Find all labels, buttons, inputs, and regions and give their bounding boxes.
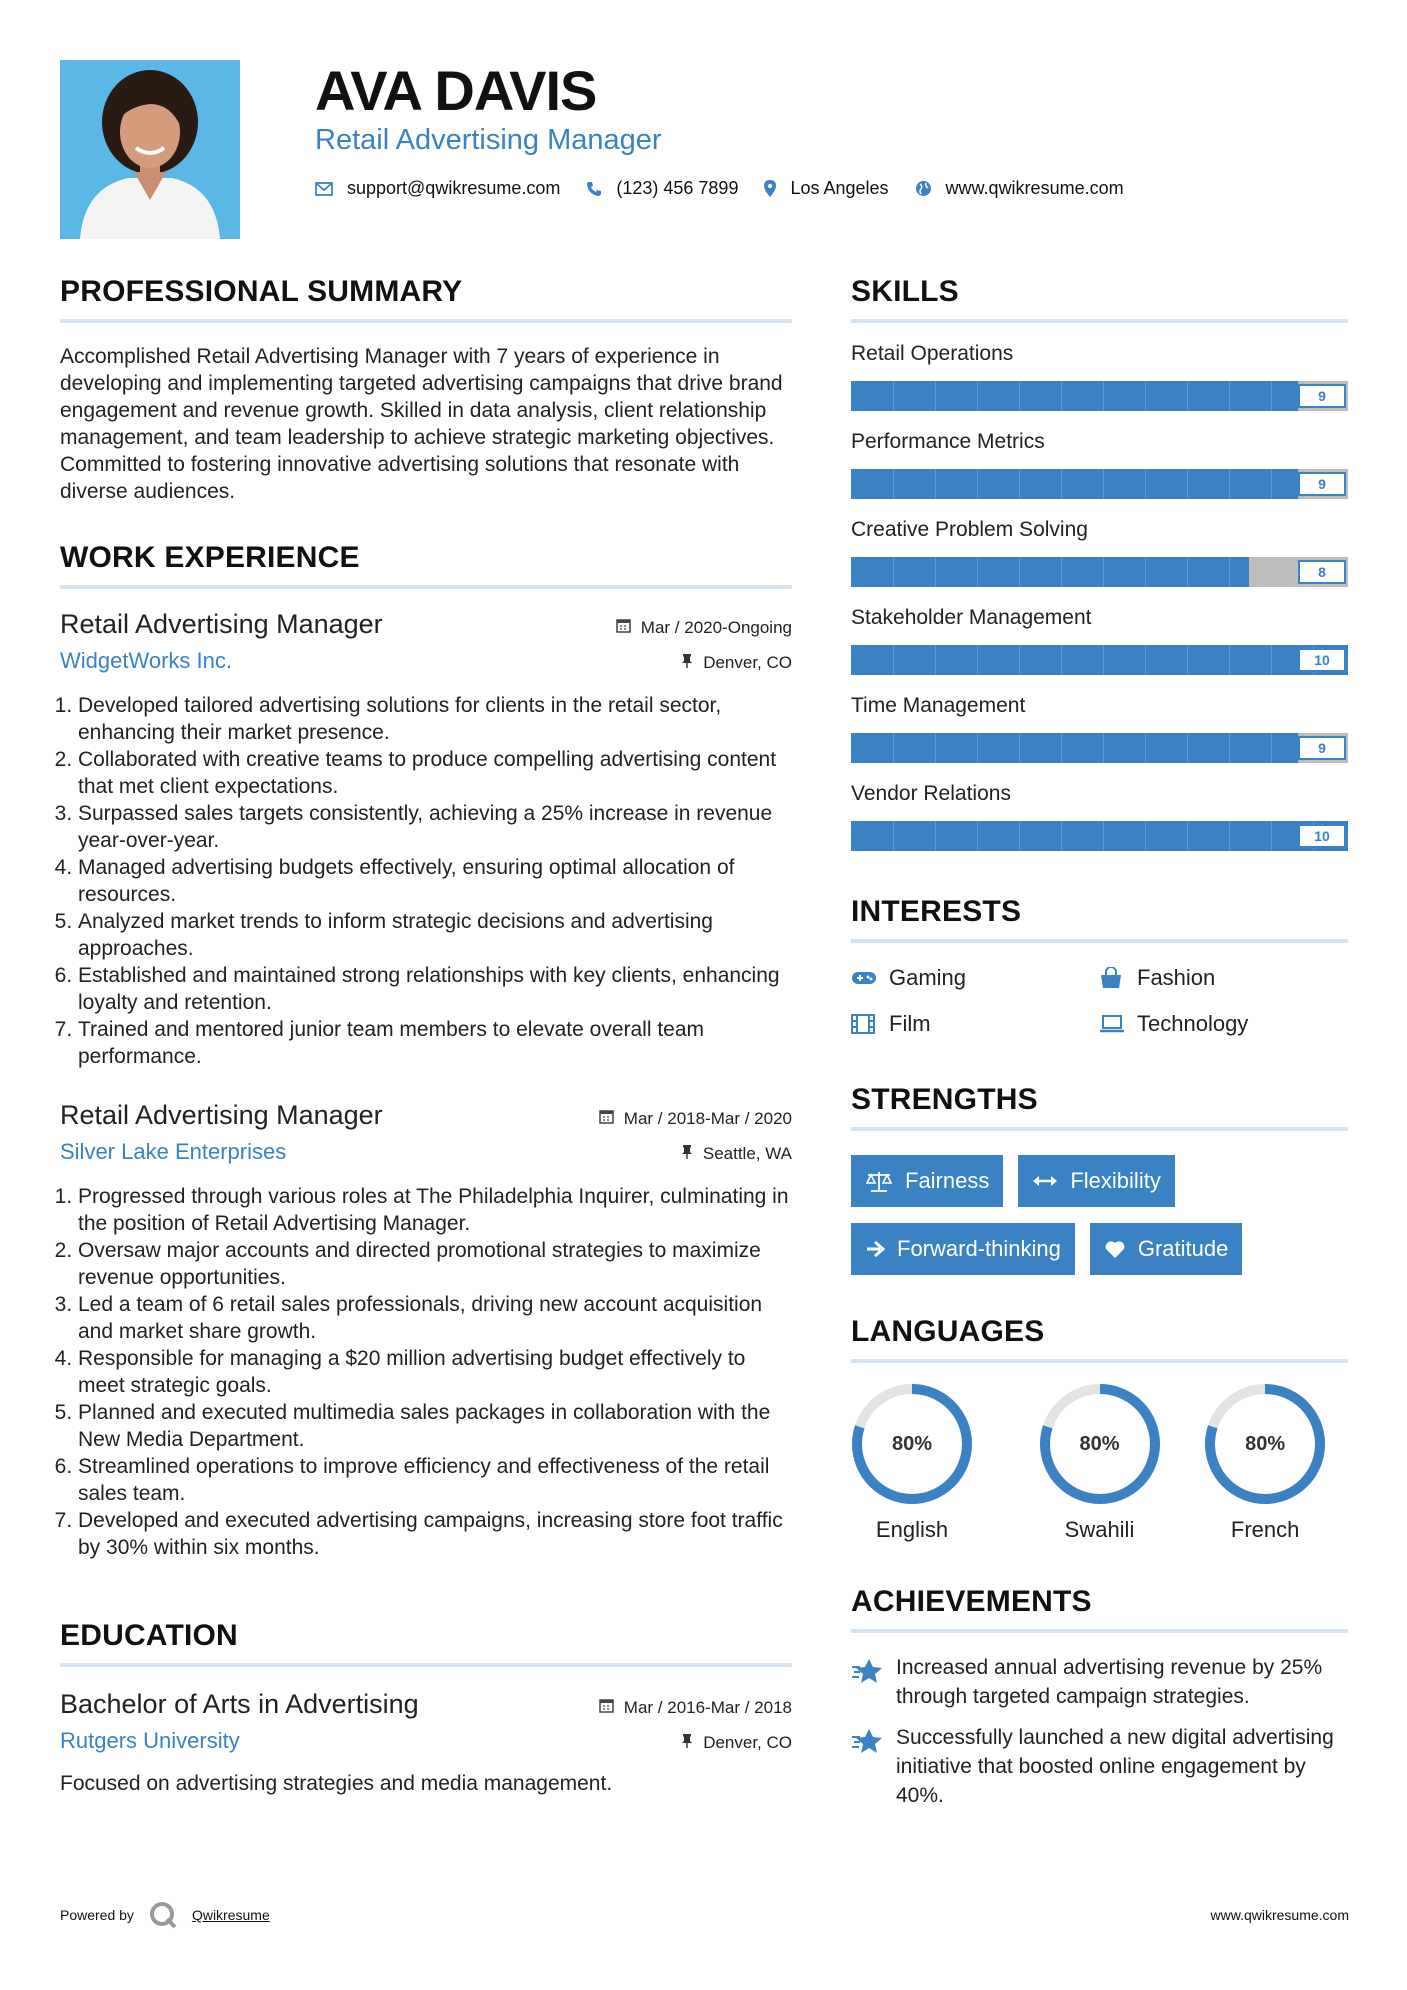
skill-bar-segment bbox=[1019, 645, 1020, 675]
skill-bar-segment bbox=[1271, 645, 1272, 675]
contact-email[interactable] bbox=[315, 178, 560, 199]
interest-label: Gaming bbox=[889, 965, 967, 990]
skills-heading: SKILLS bbox=[851, 275, 1348, 323]
skill-level-badge: 9 bbox=[1298, 384, 1346, 408]
skill-bar bbox=[851, 469, 1348, 499]
language-ring bbox=[851, 1383, 973, 1505]
skill-item bbox=[851, 430, 1348, 499]
skill-level-badge: 10 bbox=[1298, 824, 1346, 848]
globe-icon bbox=[915, 180, 932, 197]
skill-bar-segment bbox=[935, 469, 936, 499]
language-item bbox=[851, 1383, 1017, 1543]
list-item: 4. Managed advertising budgets effectively, ensuring optimal allocation of resources. bbox=[78, 854, 792, 908]
language-item bbox=[1017, 1383, 1183, 1543]
job-location: Seattle, WA bbox=[702, 1143, 792, 1163]
job-title: Retail Advertising Manager bbox=[60, 1100, 383, 1130]
skill-bar-segment bbox=[1019, 557, 1020, 587]
skill-bar-segment bbox=[893, 469, 894, 499]
phone-icon bbox=[586, 181, 602, 197]
achievement-item bbox=[851, 1653, 1348, 1711]
language-name: Swahili bbox=[1064, 1517, 1135, 1542]
interest-label: Fashion bbox=[1137, 965, 1216, 990]
skill-bar-segment bbox=[893, 821, 894, 851]
language-percent: 80% bbox=[1079, 1432, 1120, 1455]
skill-bar-segment bbox=[1229, 557, 1230, 587]
skill-bar-segment bbox=[1271, 381, 1272, 411]
skill-bar-segment bbox=[1061, 381, 1062, 411]
skill-bar-segment bbox=[977, 469, 978, 499]
language-name: French bbox=[1230, 1517, 1300, 1542]
skill-level-badge: 9 bbox=[1298, 736, 1346, 760]
skill-bar-fill bbox=[851, 645, 1348, 675]
skill-item bbox=[851, 782, 1348, 851]
job-bullets bbox=[60, 692, 792, 1070]
skill-bar-segment bbox=[1229, 381, 1230, 411]
skill-bar-segment bbox=[1103, 469, 1104, 499]
skill-bar-segment bbox=[1145, 557, 1146, 587]
envelope-icon bbox=[315, 182, 333, 196]
achievement-item bbox=[851, 1723, 1348, 1810]
contact-website[interactable] bbox=[915, 178, 1124, 199]
map-marker-icon bbox=[764, 180, 776, 197]
skill-name: Vendor Relations bbox=[851, 782, 1011, 805]
languages-list bbox=[851, 1383, 1348, 1543]
left-column bbox=[60, 275, 792, 1797]
skill-bar bbox=[851, 381, 1348, 411]
skill-bar-segment bbox=[935, 821, 936, 851]
language-ring bbox=[1039, 1383, 1161, 1505]
job-dates: Mar / 2018-Mar / 2020 bbox=[623, 1108, 792, 1128]
skill-bar-segment bbox=[1019, 733, 1020, 763]
language-item bbox=[1182, 1383, 1348, 1543]
balance-scale-icon bbox=[865, 1170, 893, 1192]
strength-label: Gratitude bbox=[1137, 1236, 1229, 1261]
contact-location bbox=[764, 178, 888, 199]
skill-item bbox=[851, 694, 1348, 763]
skill-bar-segment bbox=[1103, 645, 1104, 675]
skill-bar-segment bbox=[1145, 645, 1146, 675]
gamepad-icon bbox=[851, 970, 877, 986]
list-item: 2. Collaborated with creative teams to produce compelling advertising content that met client expectations. bbox=[78, 746, 792, 800]
skill-bar-segment bbox=[1103, 821, 1104, 851]
strength-chip bbox=[851, 1155, 1003, 1207]
skill-bar-fill bbox=[851, 821, 1348, 851]
candidate-name: AVA DAVIS bbox=[315, 59, 597, 122]
skill-bar-segment bbox=[1019, 821, 1020, 851]
interest-item bbox=[851, 1011, 1099, 1037]
interest-item bbox=[1099, 1011, 1347, 1037]
arrow-right-icon bbox=[865, 1240, 885, 1258]
job-bullets bbox=[60, 1183, 792, 1561]
qwikresume-logo-icon bbox=[148, 1900, 178, 1930]
calendar-icon bbox=[599, 1109, 614, 1128]
achievement-text: Increased annual advertising revenue by 25% through targeted campaign strategies. bbox=[896, 1656, 1323, 1708]
location-text: Los Angeles bbox=[790, 178, 889, 198]
list-item: 1. Developed tailored advertising solutions for clients in the retail sector, enhancing their market presence. bbox=[78, 692, 792, 746]
arrows-horizontal-icon bbox=[1032, 1174, 1058, 1188]
skill-bar-segment bbox=[1061, 733, 1062, 763]
degree-title: Bachelor of Arts in Advertising bbox=[60, 1689, 419, 1719]
skill-bar bbox=[851, 557, 1348, 587]
skill-bar-segment bbox=[1019, 381, 1020, 411]
interest-label: Technology bbox=[1137, 1011, 1249, 1036]
right-column bbox=[851, 275, 1348, 1810]
skill-bar-segment bbox=[1187, 381, 1188, 411]
job-location: Denver, CO bbox=[703, 652, 792, 672]
skill-bar-segment bbox=[1061, 645, 1062, 675]
strengths-heading: STRENGTHS bbox=[851, 1083, 1348, 1131]
summary-text: Accomplished Retail Advertising Manager with 7 years of experience in developing and implementing targeted advertising campaigns that drive brand engagement and revenue growth. Skilled in data analysis, client relationship management, and team leadership to achieve strategic marketing objectives. Committed to fostering innovative advertising solutions that resonate with diverse audiences. bbox=[60, 345, 783, 503]
film-icon bbox=[851, 1014, 877, 1034]
skill-bar-segment bbox=[977, 645, 978, 675]
profile-photo bbox=[60, 60, 240, 239]
skill-bar-segment bbox=[1271, 469, 1272, 499]
skill-bar-segment bbox=[1229, 469, 1230, 499]
contact-phone[interactable] bbox=[586, 178, 738, 199]
language-percent: 80% bbox=[891, 1432, 933, 1455]
skill-bar-segment bbox=[893, 645, 894, 675]
strength-label: Forward-thinking bbox=[897, 1236, 1061, 1261]
skill-bar-segment bbox=[935, 645, 936, 675]
heart-icon bbox=[1104, 1239, 1126, 1259]
company-name: WidgetWorks Inc. bbox=[60, 648, 232, 673]
list-item: 7. Trained and mentored junior team members to elevate overall team performance. bbox=[78, 1016, 792, 1070]
skill-bar-fill bbox=[851, 557, 1249, 587]
skills-list bbox=[851, 342, 1348, 851]
company-name: Silver Lake Enterprises bbox=[60, 1139, 287, 1164]
skill-name: Time Management bbox=[851, 694, 1026, 717]
skill-bar-segment bbox=[893, 733, 894, 763]
skill-bar-segment bbox=[1103, 733, 1104, 763]
skill-bar-segment bbox=[977, 557, 978, 587]
skill-bar bbox=[851, 733, 1348, 763]
skill-bar-segment bbox=[935, 381, 936, 411]
skill-bar-segment bbox=[1145, 733, 1146, 763]
interest-item bbox=[851, 965, 1099, 991]
skill-name: Retail Operations bbox=[851, 342, 1014, 365]
skill-bar-segment bbox=[1187, 469, 1188, 499]
skill-bar-segment bbox=[893, 381, 894, 411]
list-item: 2. Oversaw major accounts and directed promotional strategies to maximize revenue opportunities. bbox=[78, 1237, 792, 1291]
skill-bar-segment bbox=[1019, 469, 1020, 499]
skill-bar-segment bbox=[1061, 821, 1062, 851]
skill-bar-segment bbox=[1271, 733, 1272, 763]
list-item: 6. Established and maintained strong relationships with key clients, enhancing loyalty and retention. bbox=[78, 962, 792, 1016]
list-item: 5. Planned and executed multimedia sales packages in collaboration with the New Media Department. bbox=[78, 1399, 792, 1453]
skill-bar-segment bbox=[1229, 733, 1230, 763]
skill-bar-segment bbox=[1229, 821, 1230, 851]
calendar-icon bbox=[599, 1698, 614, 1717]
job-dates: Mar / 2020-Ongoing bbox=[640, 617, 792, 637]
candidate-title: Retail Advertising Manager bbox=[315, 124, 662, 156]
achievement-text: Successfully launched a new digital advertising initiative that boosted online engagement by 40%. bbox=[896, 1726, 1334, 1807]
calendar-icon bbox=[616, 618, 631, 637]
skill-bar-segment bbox=[1103, 557, 1104, 587]
pushpin-icon bbox=[681, 653, 693, 672]
list-item: 4. Responsible for managing a $20 million advertising budget effectively to meet strategic goals. bbox=[78, 1345, 792, 1399]
job-title: Retail Advertising Manager bbox=[60, 609, 383, 639]
education-description: Focused on advertising strategies and media management. bbox=[60, 1772, 613, 1795]
education-dates: Mar / 2016-Mar / 2018 bbox=[623, 1697, 792, 1717]
skill-bar-segment bbox=[1187, 645, 1188, 675]
skill-item bbox=[851, 342, 1348, 411]
contact-bar bbox=[315, 178, 1150, 199]
list-item: 1. Progressed through various roles at The Philadelphia Inquirer, culminating in the position of Retail Advertising Manager. bbox=[78, 1183, 792, 1237]
star-badge-icon bbox=[851, 1653, 896, 1711]
strength-label: Fairness bbox=[905, 1168, 990, 1193]
interest-label: Film bbox=[889, 1011, 931, 1036]
skill-bar-fill bbox=[851, 469, 1298, 499]
pushpin-icon bbox=[681, 1733, 693, 1752]
skill-bar bbox=[851, 821, 1348, 851]
footer-website[interactable]: www.qwikresume.com bbox=[1210, 1907, 1349, 1923]
education-entry bbox=[60, 1689, 792, 1797]
summary-heading: PROFESSIONAL SUMMARY bbox=[60, 275, 792, 323]
skill-level-badge: 9 bbox=[1298, 472, 1346, 496]
skill-level-badge: 10 bbox=[1298, 648, 1346, 672]
interests-heading: INTERESTS bbox=[851, 895, 1348, 943]
job-entry bbox=[60, 609, 792, 1070]
skill-level-badge: 8 bbox=[1298, 560, 1346, 584]
languages-heading: LANGUAGES bbox=[851, 1315, 1348, 1363]
achievements-heading: ACHIEVEMENTS bbox=[851, 1585, 1348, 1633]
skill-name: Performance Metrics bbox=[851, 430, 1045, 453]
pushpin-icon bbox=[681, 1144, 693, 1163]
skill-bar-segment bbox=[977, 733, 978, 763]
education-heading: EDUCATION bbox=[60, 1619, 792, 1667]
skill-bar-segment bbox=[1061, 557, 1062, 587]
list-item: 5. Analyzed market trends to inform strategic decisions and advertising approaches. bbox=[78, 908, 792, 962]
skill-bar-segment bbox=[1187, 821, 1188, 851]
skill-item bbox=[851, 606, 1348, 675]
skill-bar-segment bbox=[1271, 821, 1272, 851]
skill-bar-segment bbox=[1145, 821, 1146, 851]
laptop-icon bbox=[1099, 1015, 1125, 1033]
strength-chip bbox=[851, 1223, 1075, 1275]
skill-bar-segment bbox=[977, 381, 978, 411]
interests-list bbox=[851, 965, 1348, 1037]
phone-text: (123) 456 7899 bbox=[616, 178, 739, 198]
skill-bar-segment bbox=[1145, 469, 1146, 499]
skill-name: Stakeholder Management bbox=[851, 606, 1092, 629]
education-location: Denver, CO bbox=[703, 1732, 792, 1752]
email-text: support@qwikresume.com bbox=[347, 178, 561, 198]
skill-bar-segment bbox=[1229, 645, 1230, 675]
interest-item bbox=[1099, 965, 1347, 991]
skill-bar-segment bbox=[935, 733, 936, 763]
skill-bar-segment bbox=[977, 821, 978, 851]
skill-bar bbox=[851, 645, 1348, 675]
qwikresume-link[interactable]: Qwikresume bbox=[191, 1907, 270, 1923]
skill-bar-segment bbox=[893, 557, 894, 587]
skill-name: Creative Problem Solving bbox=[851, 518, 1088, 541]
job-entry bbox=[60, 1100, 792, 1561]
star-badge-icon bbox=[851, 1723, 896, 1810]
list-item: 3. Led a team of 6 retail sales professionals, driving new account acquisition and market share growth. bbox=[78, 1291, 792, 1345]
skill-bar-segment bbox=[1145, 381, 1146, 411]
website-text: www.qwikresume.com bbox=[945, 178, 1124, 198]
language-percent: 80% bbox=[1245, 1432, 1286, 1455]
language-name: English bbox=[875, 1517, 949, 1542]
strengths-list bbox=[851, 1155, 1348, 1275]
skill-bar-segment bbox=[1103, 381, 1104, 411]
powered-by-label: Powered by bbox=[60, 1907, 134, 1923]
footer-powered-by bbox=[60, 1900, 270, 1930]
skill-item bbox=[851, 518, 1348, 587]
language-ring bbox=[1204, 1383, 1326, 1505]
strength-chip bbox=[1090, 1223, 1243, 1275]
skill-bar-segment bbox=[935, 557, 936, 587]
skill-bar-segment bbox=[1187, 733, 1188, 763]
skill-bar-segment bbox=[1061, 469, 1062, 499]
skill-bar-segment bbox=[1187, 557, 1188, 587]
strength-chip bbox=[1018, 1155, 1174, 1207]
shopping-bag-icon bbox=[1099, 967, 1125, 989]
school-name: Rutgers University bbox=[60, 1728, 240, 1753]
experience-heading: WORK EXPERIENCE bbox=[60, 541, 792, 589]
list-item: 6. Streamlined operations to improve efficiency and effectiveness of the retail sales team. bbox=[78, 1453, 792, 1507]
strength-label: Flexibility bbox=[1070, 1168, 1161, 1193]
list-item: 7. Developed and executed advertising campaigns, increasing store foot traffic by 30% within six months. bbox=[78, 1507, 792, 1561]
skill-bar-fill bbox=[851, 733, 1298, 763]
skill-bar-fill bbox=[851, 381, 1298, 411]
list-item: 3. Surpassed sales targets consistently, achieving a 25% increase in revenue year-over-year. bbox=[78, 800, 792, 854]
